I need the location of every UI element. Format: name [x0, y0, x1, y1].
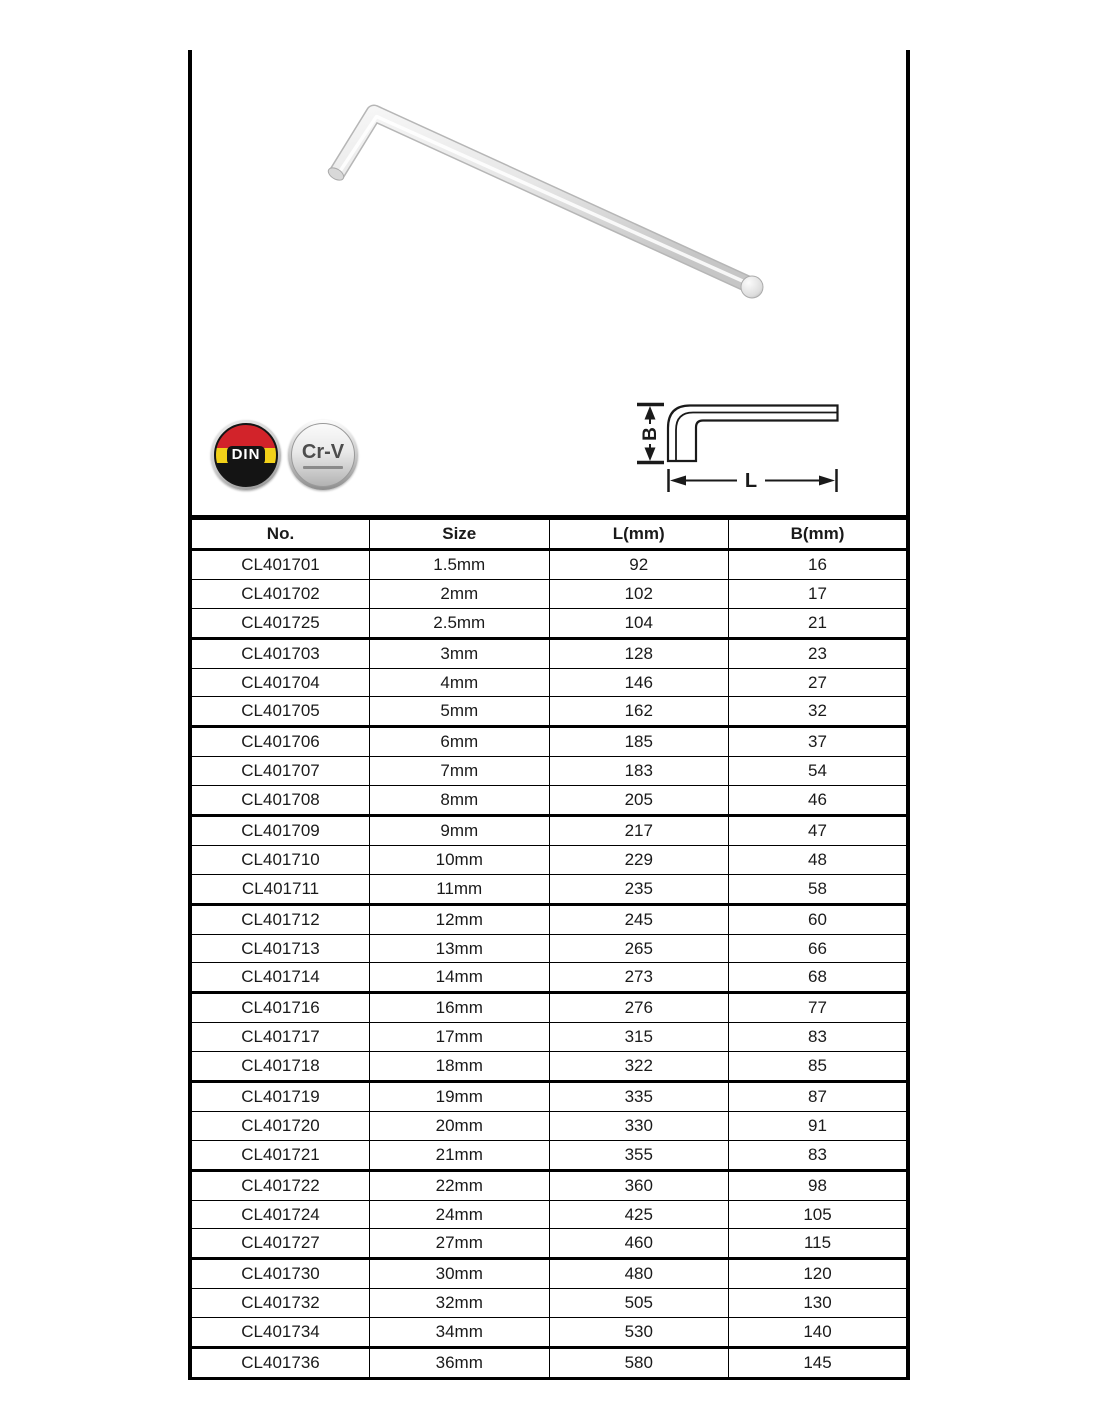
- table-cell: 46: [729, 786, 909, 816]
- table-cell: 273: [549, 963, 729, 993]
- table-cell: 19mm: [370, 1082, 550, 1112]
- table-cell: CL401709: [190, 816, 370, 846]
- table-cell: 104: [549, 608, 729, 638]
- table-cell: 9mm: [370, 816, 550, 846]
- table-cell: 27mm: [370, 1229, 550, 1259]
- table-cell: 17mm: [370, 1023, 550, 1052]
- dimension-l-label: L: [744, 470, 758, 492]
- din-plate: [227, 446, 266, 465]
- table-cell: 229: [549, 845, 729, 874]
- table-cell: CL401701: [190, 550, 370, 580]
- table-row: [190, 904, 908, 934]
- table-row: [190, 993, 908, 1023]
- table-cell: 265: [549, 934, 729, 963]
- table-row: [190, 579, 908, 608]
- table-cell: 2mm: [370, 579, 550, 608]
- table-row: [190, 1023, 908, 1052]
- din-label: DIN: [231, 445, 261, 463]
- din-flag: [214, 423, 278, 487]
- table-row: [190, 727, 908, 757]
- table-cell: 60: [729, 904, 909, 934]
- table-row: [190, 1289, 908, 1318]
- table-cell: CL401713: [190, 934, 370, 963]
- table-cell: CL401722: [190, 1170, 370, 1200]
- table-body: [190, 550, 908, 1379]
- table-cell: 1.5mm: [370, 550, 550, 580]
- table-row: [190, 1082, 908, 1112]
- table-row: [190, 668, 908, 697]
- table-row: [190, 1052, 908, 1082]
- table-cell: 322: [549, 1052, 729, 1082]
- table-head: [190, 518, 908, 550]
- table-cell: 130: [729, 1289, 909, 1318]
- table-row: [190, 697, 908, 727]
- column-header: B(mm): [729, 518, 909, 550]
- table-cell: CL401734: [190, 1318, 370, 1348]
- crv-underline: [303, 466, 343, 469]
- table-cell: CL401702: [190, 579, 370, 608]
- table-row: [190, 845, 908, 874]
- table-cell: 17: [729, 579, 909, 608]
- table-cell: 580: [549, 1348, 729, 1379]
- table-cell: 105: [729, 1200, 909, 1229]
- table-cell: 315: [549, 1023, 729, 1052]
- table-cell: CL401724: [190, 1200, 370, 1229]
- table-cell: 183: [549, 757, 729, 786]
- table-row: [190, 1348, 908, 1379]
- dimension-b-label: B: [640, 427, 661, 441]
- crv-inner: [291, 423, 355, 487]
- table-cell: 27: [729, 668, 909, 697]
- table-cell: 23: [729, 638, 909, 668]
- table-cell: 91: [729, 1111, 909, 1140]
- table-row: [190, 1229, 908, 1259]
- table-cell: 335: [549, 1082, 729, 1112]
- table-cell: 115: [729, 1229, 909, 1259]
- table-cell: 8mm: [370, 786, 550, 816]
- table-row: [190, 816, 908, 846]
- table-cell: 21mm: [370, 1140, 550, 1170]
- table-cell: 425: [549, 1200, 729, 1229]
- table-row: [190, 874, 908, 904]
- table-row: [190, 1140, 908, 1170]
- table-row: [190, 550, 908, 580]
- table-cell: CL401732: [190, 1289, 370, 1318]
- table-cell: 2.5mm: [370, 608, 550, 638]
- table-cell: 530: [549, 1318, 729, 1348]
- table-row: [190, 638, 908, 668]
- table-row: [190, 1111, 908, 1140]
- table-row: [190, 1318, 908, 1348]
- table-cell: 12mm: [370, 904, 550, 934]
- table-cell: 480: [549, 1259, 729, 1289]
- arrow-left-icon: [670, 476, 686, 486]
- table-cell: 36mm: [370, 1348, 550, 1379]
- table-row: [190, 963, 908, 993]
- table-cell: CL401704: [190, 668, 370, 697]
- table-cell: CL401725: [190, 608, 370, 638]
- table-cell: 5mm: [370, 697, 550, 727]
- table-cell: 66: [729, 934, 909, 963]
- table-cell: 235: [549, 874, 729, 904]
- table-cell: CL401703: [190, 638, 370, 668]
- table-cell: 83: [729, 1023, 909, 1052]
- table-cell: CL401717: [190, 1023, 370, 1052]
- table-row: [190, 1200, 908, 1229]
- table-cell: CL401736: [241, 1352, 320, 1372]
- arrow-down-icon: [645, 448, 656, 462]
- table-cell: CL401712: [190, 904, 370, 934]
- table-row: [190, 1170, 908, 1200]
- table-cell: 3mm: [370, 638, 550, 668]
- table-cell: CL401721: [190, 1140, 370, 1170]
- badges: [211, 420, 358, 490]
- table-cell: CL401727: [190, 1229, 370, 1259]
- table-cell: 22mm: [370, 1170, 550, 1200]
- arrow-right-icon: [819, 476, 835, 486]
- table-header-row: [190, 518, 908, 550]
- table-cell: CL401714: [190, 963, 370, 993]
- spec-table: [188, 515, 910, 1380]
- table-cell: CL401716: [190, 993, 370, 1023]
- table-row: [190, 608, 908, 638]
- table-cell: CL401730: [190, 1259, 370, 1289]
- table-cell: 460: [549, 1229, 729, 1259]
- table-cell: 16mm: [370, 993, 550, 1023]
- table-cell: CL401708: [190, 786, 370, 816]
- table-cell: 34mm: [370, 1318, 550, 1348]
- table-row: [190, 1259, 908, 1289]
- table-cell: CL401705: [190, 697, 370, 727]
- column-header: L(mm): [549, 518, 729, 550]
- hex-key-outline: [668, 406, 838, 462]
- table-cell: 140: [729, 1318, 909, 1348]
- table-cell: 83: [729, 1140, 909, 1170]
- table-cell: 13mm: [370, 934, 550, 963]
- table-cell: 330: [549, 1111, 729, 1140]
- table-cell: CL401706: [190, 727, 370, 757]
- table-cell: 16: [729, 550, 909, 580]
- table-cell: 162: [549, 697, 729, 727]
- table-cell: 205: [549, 786, 729, 816]
- table-cell: 120: [729, 1259, 909, 1289]
- table-cell: CL401720: [190, 1111, 370, 1140]
- table-cell: CL401718: [190, 1052, 370, 1082]
- table-cell: 32mm: [370, 1289, 550, 1318]
- table-cell: 4mm: [370, 668, 550, 697]
- table-cell: 92: [549, 550, 729, 580]
- table-cell: 185: [549, 727, 729, 757]
- table-cell: 58: [729, 874, 909, 904]
- table-cell: 14mm: [370, 963, 550, 993]
- table-cell: 48: [729, 845, 909, 874]
- table-cell: 6mm: [370, 727, 550, 757]
- arrow-up-icon: [645, 406, 656, 420]
- column-header: No.: [190, 518, 370, 550]
- table-cell: CL401719: [190, 1082, 370, 1112]
- column-header: Size: [370, 518, 550, 550]
- crv-badge: [288, 420, 358, 490]
- table-cell: 355: [549, 1140, 729, 1170]
- table-cell: 145: [729, 1348, 909, 1379]
- table-cell: 87: [729, 1082, 909, 1112]
- table-cell: 85: [729, 1052, 909, 1082]
- table-cell: 21: [729, 608, 909, 638]
- table-cell: 54: [729, 757, 909, 786]
- table-cell: 32: [729, 697, 909, 727]
- table-cell: 11mm: [370, 874, 550, 904]
- table-cell: 68: [729, 963, 909, 993]
- table-cell: 37: [729, 727, 909, 757]
- table-cell: 30mm: [370, 1259, 550, 1289]
- table-row: [190, 757, 908, 786]
- table-cell: 7mm: [370, 757, 550, 786]
- table-cell: 98: [729, 1170, 909, 1200]
- ball-end-hex-key-photo: [300, 80, 800, 320]
- table-cell: 276: [549, 993, 729, 1023]
- table-cell: 18mm: [370, 1052, 550, 1082]
- table-row: [190, 934, 908, 963]
- hex-key-dimension-diagram: [620, 390, 860, 495]
- table-row: [190, 786, 908, 816]
- table-cell: 146: [549, 668, 729, 697]
- table-cell: 505: [549, 1289, 729, 1318]
- table-cell: CL401711: [190, 874, 370, 904]
- table-cell: CL401710: [190, 845, 370, 874]
- table-cell: 102: [549, 579, 729, 608]
- din-badge: [211, 420, 281, 490]
- table-cell: 10mm: [370, 845, 550, 874]
- table-cell: CL401707: [190, 757, 370, 786]
- table-cell: 245: [549, 904, 729, 934]
- table-cell: 77: [729, 993, 909, 1023]
- table-cell: 47: [729, 816, 909, 846]
- table-cell: 20mm: [370, 1111, 550, 1140]
- table-cell: 128: [549, 638, 729, 668]
- table-cell: 24mm: [370, 1200, 550, 1229]
- crv-label: Cr-V: [301, 440, 345, 463]
- table-cell: 360: [549, 1170, 729, 1200]
- table-cell: 217: [549, 816, 729, 846]
